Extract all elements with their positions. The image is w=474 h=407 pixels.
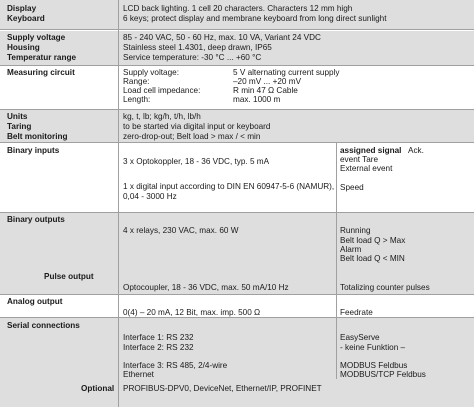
- measuring-key: Length:: [123, 95, 151, 104]
- supply-voltage-text: 85 - 240 VAC, 50 - 60 Hz, max. 10 VA, Variant 24 VDC: [123, 33, 321, 42]
- units-label: Units: [7, 112, 28, 121]
- column-divider: [336, 318, 337, 379]
- measuring-value: –20 mV ... +20 mV: [233, 77, 302, 86]
- binary-outputs-signal: Belt load Q > Max: [340, 236, 406, 245]
- binary-inputs-text: 1 x digital input according to DIN EN 60947-5-6 (NAMUR),: [123, 182, 335, 191]
- divider: [0, 109, 474, 110]
- measuring-label: Measuring circuit: [7, 68, 75, 77]
- binary-inputs-text: 0,04 - 3000 Hz: [123, 192, 177, 201]
- belt-monitoring-label: Belt monitoring: [7, 132, 68, 141]
- serial-label: Serial connections: [7, 321, 80, 330]
- pulse-output-signal: Totalizing counter pulses: [340, 283, 430, 292]
- binary-inputs-signal: event Tare: [340, 155, 379, 164]
- divider: [0, 317, 474, 318]
- binary-inputs-section: [0, 143, 474, 213]
- binary-outputs-signal: Alarm: [340, 245, 362, 254]
- divider: [0, 142, 474, 143]
- units-text: kg, t, lb; kg/h, t/h, lb/h: [123, 112, 201, 121]
- serial-signal: EasyServe: [340, 333, 380, 342]
- column-divider: [118, 0, 119, 407]
- divider: [0, 65, 474, 66]
- binary-outputs-signal: Belt load Q < MIN: [340, 254, 405, 263]
- binary-inputs-signal: External event: [340, 164, 393, 173]
- divider: [0, 212, 474, 213]
- divider: [0, 29, 474, 30]
- ack-text: Ack.: [408, 146, 424, 155]
- display-label: Display: [7, 4, 37, 13]
- serial-signal: - keine Funktion –: [340, 343, 406, 352]
- measuring-key: Load cell impedance:: [123, 86, 201, 95]
- assigned-signal-heading: assigned signal: [340, 146, 402, 155]
- serial-interface: Interface 1: RS 232: [123, 333, 194, 342]
- belt-monitoring-text: zero-drop-out; Belt load > max / < min: [123, 132, 261, 141]
- serial-signal: MODBUS Feldbus: [340, 361, 408, 370]
- binary-outputs-signal: Running: [340, 226, 371, 235]
- serial-interface: Ethernet: [123, 370, 154, 379]
- optional-label: Optional: [81, 384, 115, 393]
- keyboard-label: Keyboard: [7, 14, 45, 23]
- analog-output-text: 0(4) – 20 mA, 12 Bit, max. imp. 500 Ω: [123, 308, 261, 317]
- temperature-label: Temperatur range: [7, 53, 77, 62]
- analog-output-signal: Feedrate: [340, 308, 373, 317]
- serial-signal: MODBUS/TCP Feldbus: [340, 370, 426, 379]
- measuring-value: 5 V alternating current supply: [233, 68, 340, 77]
- optional-text: PROFIBUS-DPV0, DeviceNet, Ethernet/IP, PROFINET: [123, 384, 322, 393]
- divider: [0, 294, 474, 295]
- temperature-text: Service temperature: -30 °C ... +60 °C: [123, 53, 262, 62]
- measuring-key: Supply voltage:: [123, 68, 179, 77]
- binary-inputs-label: Binary inputs: [7, 146, 60, 155]
- analog-output-label: Analog output: [7, 297, 63, 306]
- measuring-value: R min 47 Ω Cable: [233, 86, 298, 95]
- serial-interface: Interface 3: RS 485, 2/4-wire: [123, 361, 228, 370]
- pulse-output-label: Pulse output: [44, 272, 94, 281]
- serial-interface: Interface 2: RS 232: [123, 343, 194, 352]
- binary-inputs-signal: Speed: [340, 183, 364, 192]
- supply-voltage-label: Supply voltage: [7, 33, 66, 42]
- column-divider: [336, 143, 337, 318]
- keyboard-text: 6 keys; protect display and membrane keyboard from long direct sunlight: [123, 14, 387, 23]
- taring-text: to be started via digital input or keyboard: [123, 122, 271, 131]
- housing-label: Housing: [7, 43, 40, 52]
- pulse-output-text: Optocoupler, 18 - 36 VDC, max. 50 mA/10 Hz: [123, 283, 289, 292]
- housing-text: Stainless steel 1.4301, deep drawn, IP65: [123, 43, 272, 52]
- binary-inputs-text: 3 x Optokoppler, 18 - 36 VDC, typ. 5 mA: [123, 157, 270, 166]
- binary-outputs-label: Binary outputs: [7, 215, 65, 224]
- display-text: LCD back lighting. 1 cell 20 characters. Characters 12 mm high: [123, 4, 353, 13]
- binary-outputs-text: 4 x relays, 230 VAC, max. 60 W: [123, 226, 239, 235]
- measuring-key: Range:: [123, 77, 150, 86]
- measuring-value: max. 1000 m: [233, 95, 281, 104]
- taring-label: Taring: [7, 122, 32, 131]
